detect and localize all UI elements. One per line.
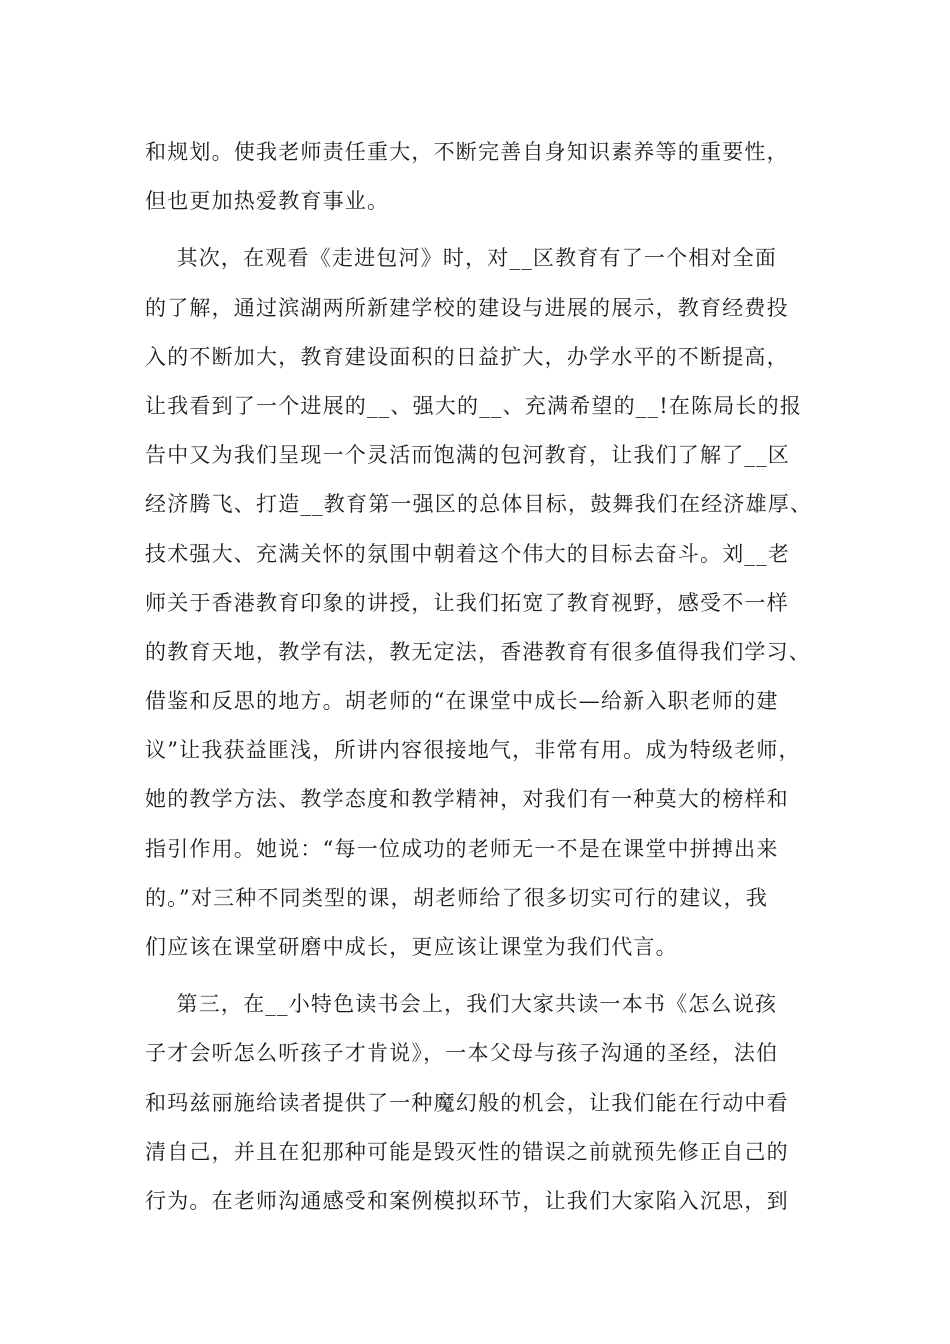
text-line: 技术强大、充满关怀的氛围中朝着这个伟大的目标去奋斗。刘__老 bbox=[145, 541, 790, 566]
text-line: 借鉴和反思的地方。胡老师的“在课堂中成长—给新入职老师的建 bbox=[145, 689, 779, 714]
text-line: 议”让我获益匪浅，所讲内容很接地气，非常有用。成为特级老师， bbox=[145, 738, 801, 763]
text-line: 和规划。使我老师责任重大，不断完善自身知识素养等的重要性， bbox=[145, 140, 789, 164]
text-line: 其次，在观看《走进包河》时，对__区教育有了一个相对全面 bbox=[145, 246, 778, 271]
text-line: 师关于香港教育印象的讲授，让我们拓宽了教育视野，感受不一样 bbox=[145, 590, 789, 615]
text-line: 让我看到了一个进展的__、强大的__、充满希望的__!在陈局长的报 bbox=[145, 393, 803, 418]
text-line: 们应该在课堂研磨中成长，更应该让课堂为我们代言。 bbox=[145, 935, 678, 959]
text-line: 子才会听怎么听孩子才肯说》，一本父母与孩子沟通的圣经，法伯 bbox=[145, 1041, 779, 1066]
text-line: 第三，在__小特色读书会上，我们大家共读一本书《怎么说孩 bbox=[145, 992, 778, 1017]
text-line: 她的教学方法、教学态度和教学精神，对我们有一种莫大的榜样和 bbox=[145, 787, 789, 812]
text-line: 但也更加热爱教育事业。 bbox=[145, 189, 390, 214]
text-line: 行为。在老师沟通感受和案例模拟环节，让我们大家陷入沉思，到 bbox=[145, 1188, 789, 1213]
text-line: 经济腾飞、打造__教育第一强区的总体目标，鼓舞我们在经济雄厚、 bbox=[145, 492, 813, 517]
text-line: 指引作用。她说：“每一位成功的老师无一不是在课堂中拼搏出来 bbox=[145, 836, 779, 861]
text-line: 的了解，通过滨湖两所新建学校的建设与进展的展示，教育经费投 bbox=[145, 295, 789, 320]
text-line: 的。”对三种不同类型的课，胡老师给了很多切实可行的建议，我 bbox=[145, 885, 769, 910]
body-text bbox=[145, 128, 835, 1226]
text-line: 的教育天地，教学有法，教无定法，香港教育有很多值得我们学习、 bbox=[145, 639, 811, 664]
paragraph-gap bbox=[145, 972, 835, 980]
paragraph-gap bbox=[145, 226, 835, 234]
text-line: 入的不断加大，教育建设面积的日益扩大，办学水平的不断提高， bbox=[145, 344, 789, 369]
text-line: 和玛兹丽施给读者提供了一种魔幻般的机会，让我们能在行动中看 bbox=[145, 1090, 789, 1115]
text-line: 告中又为我们呈现一个灵活而饱满的包河教育，让我们了解了__区 bbox=[145, 443, 790, 468]
text-line: 清自己，并且在犯那种可能是毁灭性的错误之前就预先修正自己的 bbox=[145, 1139, 789, 1164]
